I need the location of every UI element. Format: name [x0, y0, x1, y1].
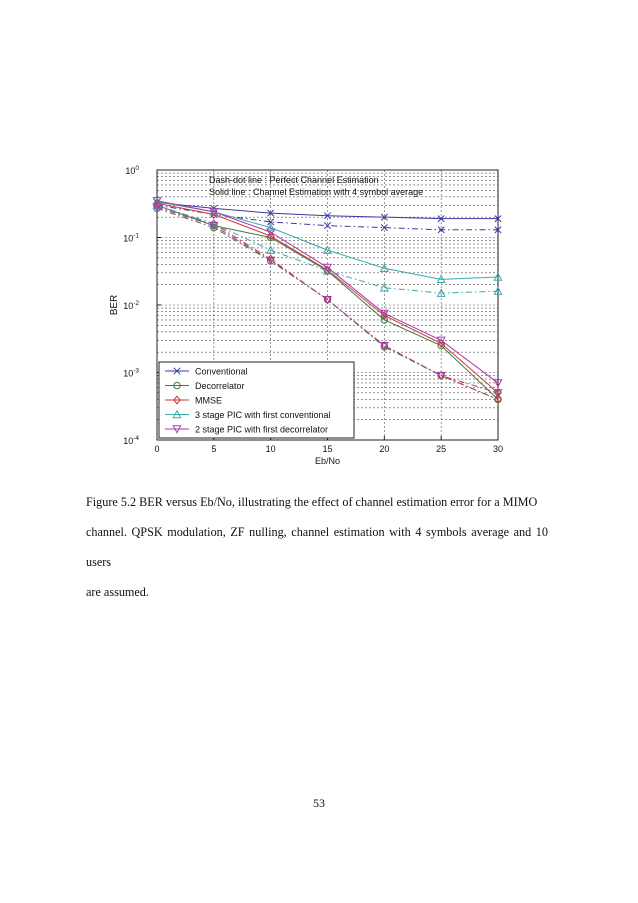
- ber-chart: [95, 145, 515, 485]
- ber-figure: [95, 145, 515, 485]
- y-tick-label: $10^0$: [125, 165, 139, 176]
- legend-label: 3 stage PIC with first conventional: [195, 410, 331, 420]
- legend-label: 2 stage PIC with first decorrelator: [195, 424, 329, 435]
- caption-line-2: channel. QPSK modulation, ZF nulling, channel estimation with 4 symbols average and 10 users: [86, 525, 548, 569]
- x-tick-label: 30: [492, 444, 504, 454]
- figure-caption: [86, 487, 548, 607]
- y-tick-label: $10^{-4}$: [123, 435, 139, 446]
- legend-label: Decorrelator: [195, 381, 245, 391]
- x-tick-label: 5: [211, 444, 217, 454]
- y-tick-label: $10^{-2}$: [123, 300, 139, 311]
- x-tick-label: 20: [379, 444, 390, 454]
- annotation-text: Solid line : Channel Estimation with 4 symbol average: [209, 187, 424, 197]
- x-tick-label: 10: [265, 444, 276, 454]
- legend-label: Conventional: [195, 366, 248, 377]
- x-tick-label: 25: [436, 444, 447, 454]
- x-axis-label: Eb/No: [314, 456, 341, 466]
- y-tick-label: $10^{-1}$: [123, 232, 139, 244]
- y-tick-label: $10^{-3}$: [123, 367, 139, 379]
- page-number: 53: [313, 796, 325, 810]
- y-axis-label: BER: [109, 294, 120, 316]
- legend-label: MMSE: [195, 395, 222, 406]
- annotation-text: Dash-dot line : Perfect Channel Estimation: [209, 175, 379, 185]
- caption-line-3: are assumed.: [86, 585, 149, 599]
- x-tick-label: 0: [154, 444, 160, 454]
- x-tick-label: 15: [322, 444, 333, 454]
- caption-line-1: Figure 5.2 BER versus Eb/No, illustrating the effect of channel estimation error for a MIMO: [86, 495, 538, 509]
